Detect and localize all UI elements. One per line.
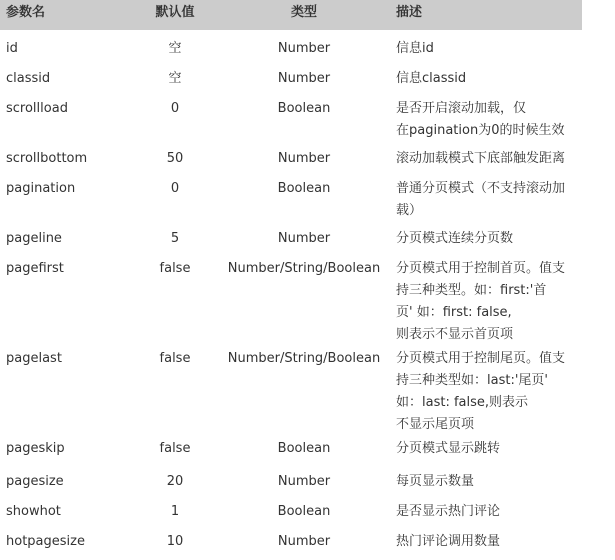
description-line: 分页模式用于控制首页。值支 — [396, 261, 566, 276]
table-header — [0, 0, 582, 30]
table-row — [0, 60, 582, 90]
table-row — [0, 493, 582, 523]
default-value-cell: 0 — [170, 181, 180, 196]
description-line: 信息classid — [396, 71, 467, 86]
table-row — [0, 250, 582, 340]
type-cell: Number/String/Boolean — [227, 261, 381, 276]
description-cell — [396, 38, 586, 60]
param-name-cell: scrollload — [6, 101, 68, 116]
param-name-cell: id — [6, 41, 18, 56]
type-cell: Number — [277, 474, 331, 489]
param-name-cell: hotpagesize — [6, 534, 85, 549]
default-value-cell: 5 — [170, 231, 180, 246]
type-cell: Boolean — [277, 441, 331, 456]
description-line: 在pagination为0的时候生效 — [396, 123, 565, 138]
header-description: 描述 — [396, 5, 423, 20]
description-line: 载） — [396, 203, 423, 218]
description-cell — [396, 228, 586, 250]
table-row — [0, 140, 582, 170]
description-line: 是否显示热门评论 — [396, 504, 501, 519]
default-value-cell: 1 — [170, 504, 180, 519]
default-value-cell: false — [159, 261, 191, 276]
type-cell: Number/String/Boolean — [227, 351, 381, 366]
table-row — [0, 340, 582, 430]
description-cell — [396, 148, 586, 170]
type-cell: Number — [277, 231, 331, 246]
table-row — [0, 220, 582, 250]
param-name-cell: classid — [6, 71, 51, 86]
description-line: 分页模式显示跳转 — [396, 441, 501, 456]
description-line: 则表示不显示首页项 — [396, 327, 514, 342]
description-line: 持三种类型。如：first:'首 — [396, 283, 547, 298]
header-default: 默认值 — [155, 5, 195, 20]
description-line: 信息id — [396, 41, 434, 56]
table-body — [0, 30, 582, 553]
description-line: 如：last: false,则表示 — [396, 395, 529, 410]
table-row — [0, 463, 582, 493]
header-param-name: 参数名 — [6, 5, 46, 20]
description-line: 分页模式用于控制尾页。值支 — [396, 351, 566, 366]
param-name-cell: scrollbottom — [6, 151, 88, 166]
description-line: 不显示尾页项 — [396, 417, 475, 432]
description-cell — [396, 438, 586, 460]
type-cell: Number — [277, 151, 331, 166]
default-value-cell: 空 — [168, 71, 182, 86]
description-cell — [396, 471, 586, 493]
type-cell: Number — [277, 41, 331, 56]
param-name-cell: pagination — [6, 181, 76, 196]
default-value-cell: 0 — [170, 101, 180, 116]
description-line: 滚动加载模式下底部触发距离 — [396, 151, 566, 166]
description-line: 持三种类型如：last:'尾页' — [396, 373, 548, 388]
type-cell: Boolean — [277, 504, 331, 519]
default-value-cell: 空 — [168, 41, 182, 56]
table-row — [0, 170, 582, 220]
type-cell: Number — [277, 71, 331, 86]
type-cell: Number — [277, 534, 331, 549]
description-line: 页' 如：first: false, — [396, 305, 512, 320]
default-value-cell: false — [159, 441, 191, 456]
param-name-cell: pageskip — [6, 441, 65, 456]
table-row — [0, 30, 582, 60]
param-name-cell: pagelast — [6, 351, 62, 366]
type-cell: Boolean — [277, 181, 331, 196]
description-line: 热门评论调用数量 — [396, 534, 501, 549]
table-row — [0, 90, 582, 140]
table-row — [0, 523, 582, 553]
description-cell — [396, 531, 586, 553]
header-type: 类型 — [290, 5, 317, 20]
default-value-cell: 50 — [166, 151, 184, 166]
description-cell — [396, 258, 586, 346]
description-line: 普通分页模式（不支持滚动加 — [396, 181, 566, 196]
description-cell — [396, 98, 586, 142]
param-name-cell: pageline — [6, 231, 62, 246]
description-line: 是否开启滚动加载，仅 — [396, 101, 527, 116]
description-cell — [396, 178, 586, 222]
default-value-cell: 10 — [166, 534, 184, 549]
table-row — [0, 430, 582, 463]
description-cell — [396, 348, 586, 436]
type-cell: Boolean — [277, 101, 331, 116]
default-value-cell: false — [159, 351, 191, 366]
param-name-cell: pagesize — [6, 474, 64, 489]
description-line: 每页显示数量 — [396, 474, 475, 489]
param-name-cell: showhot — [6, 504, 61, 519]
description-line: 分页模式连续分页数 — [396, 231, 514, 246]
param-name-cell: pagefirst — [6, 261, 64, 276]
default-value-cell: 20 — [166, 474, 184, 489]
description-cell — [396, 68, 586, 90]
description-cell — [396, 501, 586, 523]
